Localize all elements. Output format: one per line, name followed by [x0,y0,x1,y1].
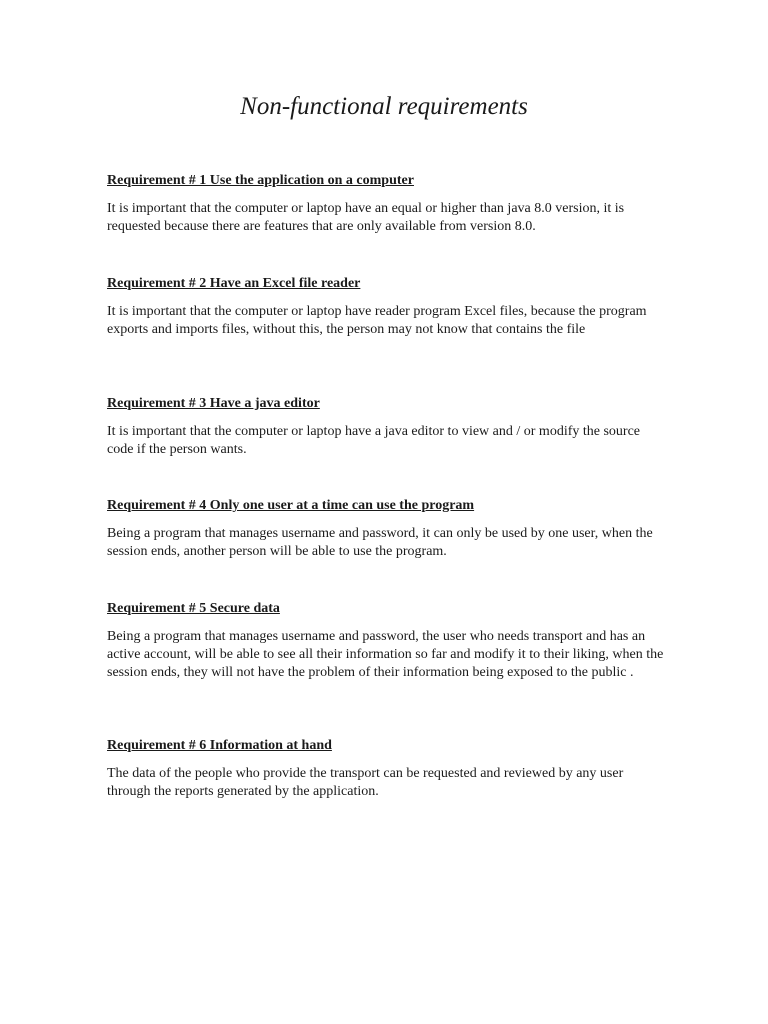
requirement-heading: Requirement # 5 Secure data [107,601,280,616]
requirement-heading: Requirement # 2 Have an Excel file reader [107,276,361,291]
requirement-heading: Requirement # 3 Have a java editor [107,396,320,411]
requirement-3 [107,395,667,459]
requirement-body: It is important that the computer or laptop have reader program Excel files, because the program exports and imports files, without this, the person may not know that contains the file [107,304,647,337]
requirement-heading: Requirement # 1 Use the application on a computer [107,173,414,188]
requirement-body: It is important that the computer or laptop have a java editor to view and / or modify the source code if the person wants. [107,424,641,457]
requirement-5 [107,600,667,682]
requirement-body: It is important that the computer or laptop have an equal or higher than java 8.0 version, it is requested because there are features that are only available from version 8.0. [107,201,625,234]
requirement-6 [107,737,667,801]
requirement-heading: Requirement # 4 Only one user at a time can use the program [107,498,475,513]
requirement-1 [107,172,667,236]
requirement-body: The data of the people who provide the transport can be requested and reviewed by any user through the reports generated by the application. [107,766,624,799]
requirement-body: Being a program that manages username and password, the user who needs transport and has an active account, will be able to see all their information so far and modify it to their liking, when the session ends, they will not have the problem of their information being exposed to the public . [107,629,664,680]
requirement-2 [107,275,667,339]
page-title: Non-functional requirements [240,93,528,120]
requirement-body: Being a program that manages username and password, it can only be used by one user, when the session ends, another person will be able to use the program. [107,526,653,559]
requirement-heading: Requirement # 6 Information at hand [107,738,332,753]
requirement-4 [107,497,667,561]
